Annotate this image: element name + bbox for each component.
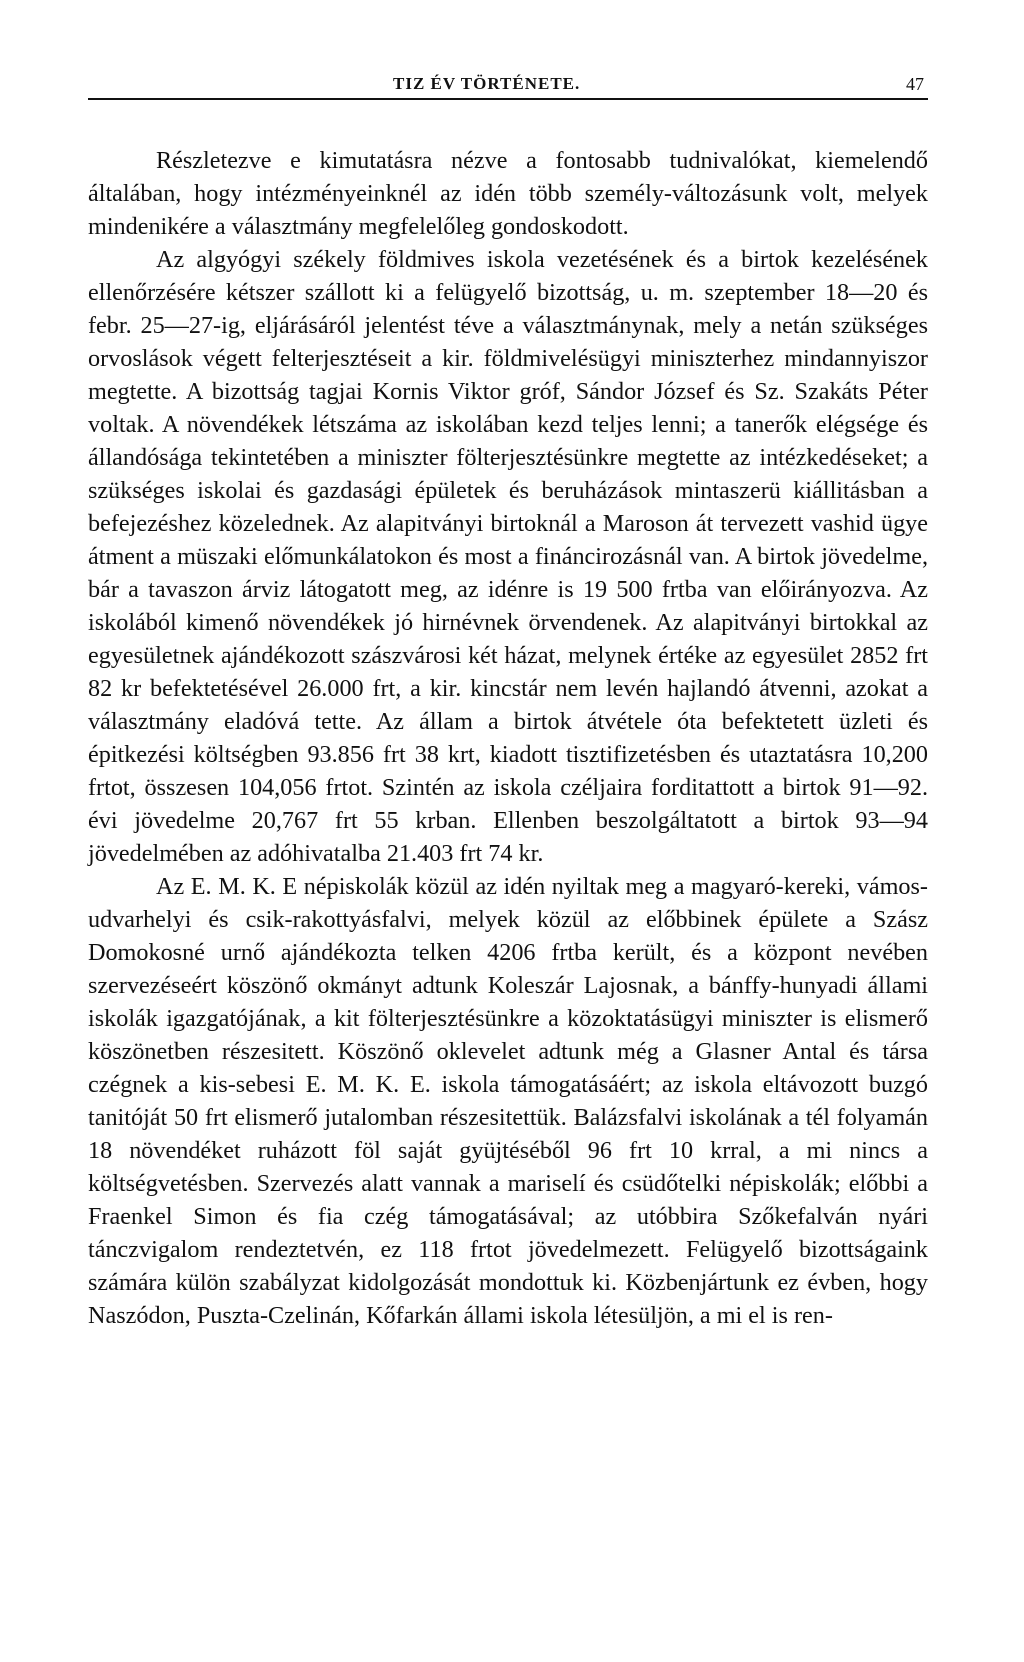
running-header	[88, 72, 928, 100]
page-number: 47	[906, 74, 924, 94]
paragraph-folk-schools: Az E. M. K. E népiskolák közül az idén nyiltak meg a magyaró-kereki, vámos-udvarhelyi és csik-rakottyásfalvi, melyek közül az előbbinek épülete a Szász Domokosné urnő ajándékozta telken 4206 frtba került, és a központ nevében szervezéseért köszönő okmányt adtunk Koleszár Lajosnak, a bánffy-hunyadi állami iskolák igazgatójának, a kit fölterjesztésünkre a közoktatásügyi miniszter is elismerő köszönetben részesitett. Köszönő oklevelet adtunk még a Glasner Antal és társa czégnek a kis-sebesi E. M. K. E. iskola támogatásáért; az iskola eltávozott buzgó tanitóját 50 frt elismerő jutalomban részesitettük. Balázsfalvi iskolának a tél folyamán 18 növendéket ruházott föl saját gyüjtéséből 96 frt 10 krral, a mi nincs a költségvetésben. Szervezés alatt vannak a mariselí és csüdőtelki népiskolák; előbbi a Fraenkel Simon és fia czég támogatásával; az utóbbira Szőkefalván nyári tánczvigalom rendeztetvén, ez 118 frtot jövedelmezett. Felügyelő bizottságaink számára külön szabályzat kidolgozását mondottuk ki. Közbenjártunk ez évben, hogy Naszódon, Puszta-Czelinán, Kőfarkán állami iskola létesüljön, a mi el is ren-	[88, 873, 928, 1329]
paragraph-staff-changes: Részletezve e kimutatásra nézve a fontosabb tudnivalókat, kiemelendő általában, hogy intézményeinknél az idén több személy-változásunk volt, melyek mindenikére a választmány megfelelőleg gondoskodott.	[88, 147, 928, 240]
body-text	[88, 144, 928, 1332]
running-title: TIZ ÉV TÖRTÉNETE.	[393, 74, 581, 93]
book-page	[88, 72, 928, 1332]
paragraph-algyogy-school: Az algyógyi székely földmives iskola vezetésének és a birtok kezelésének ellenőrzésére kétszer szállott ki a felügyelő bizottság, u. m. szeptember 18—20 és febr. 25—27-ig, eljárásáról jelentést téve a választmánynak, mely a netán szükséges orvoslások végett felterjesztéseit a kir. földmivelésügyi miniszterhez mindannyiszor megtette. A bizottság tagjai Kornis Viktor gróf, Sándor József és Sz. Szakáts Péter voltak. A növendékek létszáma az iskolában kezd teljes lenni; a tanerők elégsége és állandósága tekintetében a miniszter fölterjesztésünkre megtette az intézkedéseket; a szükséges iskolai és gazdasági épületek és beruházások mintaszerü kiállitásban a befejezéshez közelednek. Az alapitványi birtoknál a Maroson át tervezett vashid ügye átment a müszaki előmunkálatokon és most a fináncirozásnál van. A birtok jövedelme, bár a tavaszon árviz látogatott meg, az idénre is 19 500 frtba van előirányozva. Az iskolából kimenő növendékek jó hirnévnek örvendenek. Az alapitványi birtokkal az egyesületnek ajándékozott szászvárosi két házat, melynek értéke az egyesület 2852 frt 82 kr befektetésével 26.000 frt, a kir. kincstár nem levén hajlandó átvenni, azokat a választmány eladóvá tette. Az állam a birtok átvétele óta befektetett üzleti és épitkezési költségben 93.856 frt 38 krt, kiadott tisztifizetésben és utaztatásra 10,200 frtot, összesen 104,056 frtot. Szintén az iskola czéljaira forditattott a birtok 91—92. évi jövedelme 20,767 frt 55 krban. Ellenben beszolgáltatott a birtok 93—94 jövedelmében az adóhivatalba 21.403 frt 74 kr.	[88, 246, 928, 867]
